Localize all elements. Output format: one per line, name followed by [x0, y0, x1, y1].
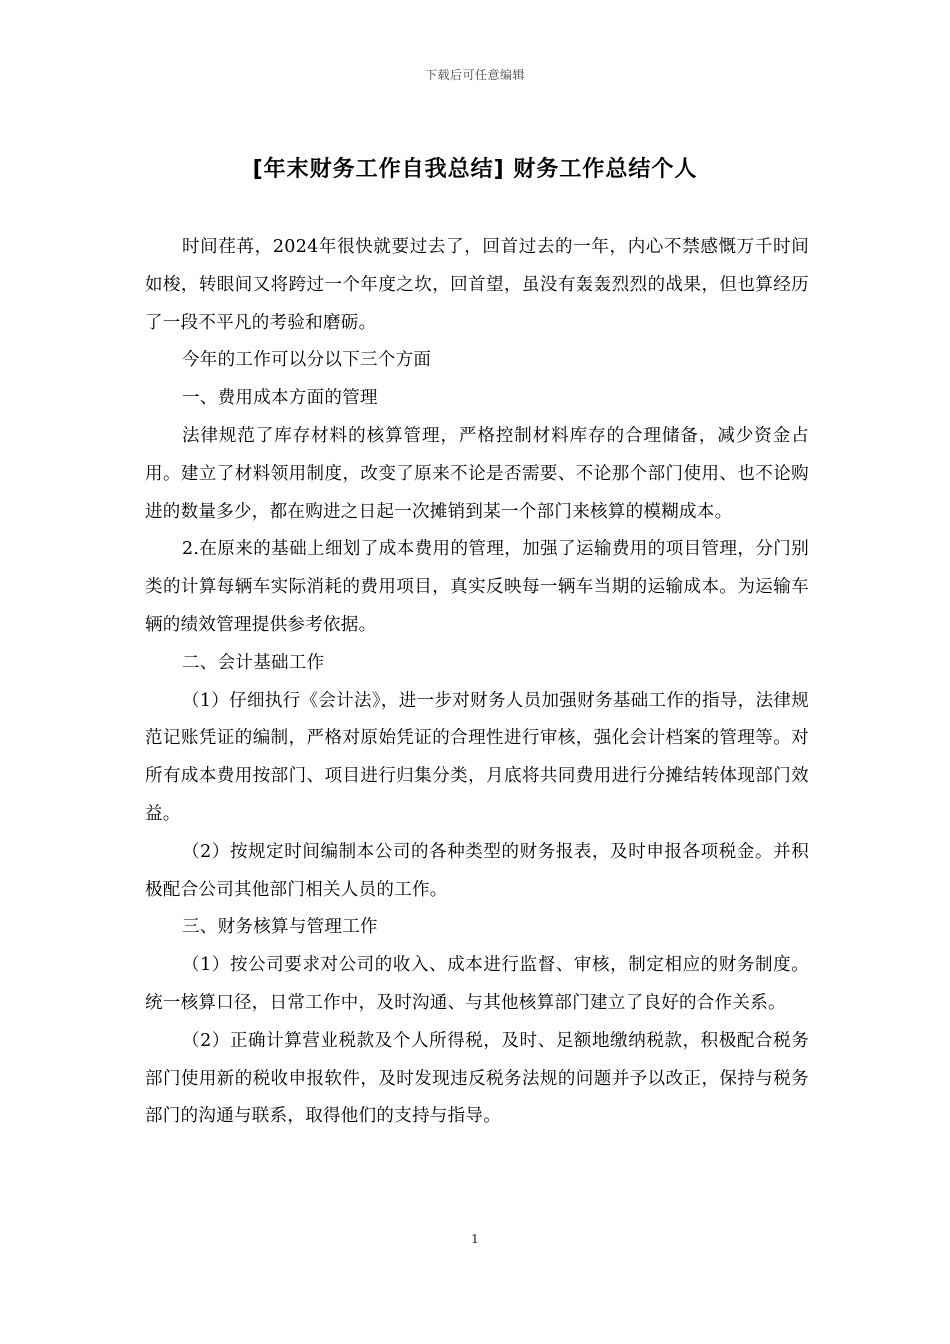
page-number: 1 — [471, 1232, 479, 1246]
cost-paragraph-inventory: 法律规范了库存材料的核算管理，严格控制材料库存的合理储备，减少资金占用。建立了材料领用制度，改变了原来不论是否需要、不论那个部门使用、也不论购进的数量多少，都在购进之日起一次摊销到某一个部门来核算的模糊成本。 — [145, 425, 809, 522]
section-heading-accounting-basics: 二、会计基础工作 — [182, 652, 325, 673]
cost-paragraph-transport: 2.在原来的基础上细划了成本费用的管理，加强了运输费用的项目管理，分门别类的计算每辆车实际消耗的费用项目，真实反映每一辆车当期的运输成本。为运输车辆的绩效管理提供参考依据。 — [145, 539, 809, 635]
header-note: 下载后可任意编辑 — [424, 68, 525, 82]
document-body — [145, 229, 809, 1136]
intro-paragraph: 时间荏苒，2024年很快就要过去了，回首过去的一年，内心不禁感慨万千时间如梭，转眼间又将跨过一个年度之坎，回首望，虽没有轰轰烈烈的战果，但也算经历了一段不平凡的考验和磨砺。 — [145, 237, 809, 333]
section-heading-financial-accounting: 三、财务核算与管理工作 — [182, 917, 378, 938]
overview-paragraph: 今年的工作可以分以下三个方面 — [182, 350, 432, 371]
accounting-paragraph-2: （2）按规定时间编制本公司的各种类型的财务报表，及时申报各项税金。并积极配合公司其他部门相关人员的工作。 — [145, 841, 809, 900]
document-title: [年末财务工作自我总结] 财务工作总结个人 — [252, 157, 698, 182]
financial-paragraph-1: （1）按公司要求对公司的收入、成本进行监督、审核，制定相应的财务制度。统一核算口径，日常工作中，及时沟通、与其他核算部门建立了良好的合作关系。 — [145, 955, 809, 1013]
section-heading-cost-management: 一、费用成本方面的管理 — [182, 388, 378, 409]
financial-paragraph-2: （2）正确计算营业税款及个人所得税，及时、足额地缴纳税款，积极配合税务部门使用新的税收申报软件，及时发现违反税务法规的问题并予以改正，保持与税务部门的沟通与联系，取得他们的支持与指导。 — [145, 1030, 809, 1127]
accounting-paragraph-1: （1）仔细执行《会计法》，进一步对财务人员加强财务基础工作的指导，法律规范记账凭证的编制，严格对原始凭证的合理性进行审核，强化会计档案的管理等。对所有成本费用按部门、项目进行归集分类，月底将共同费用进行分摊结转体现部门效益。 — [145, 690, 809, 824]
